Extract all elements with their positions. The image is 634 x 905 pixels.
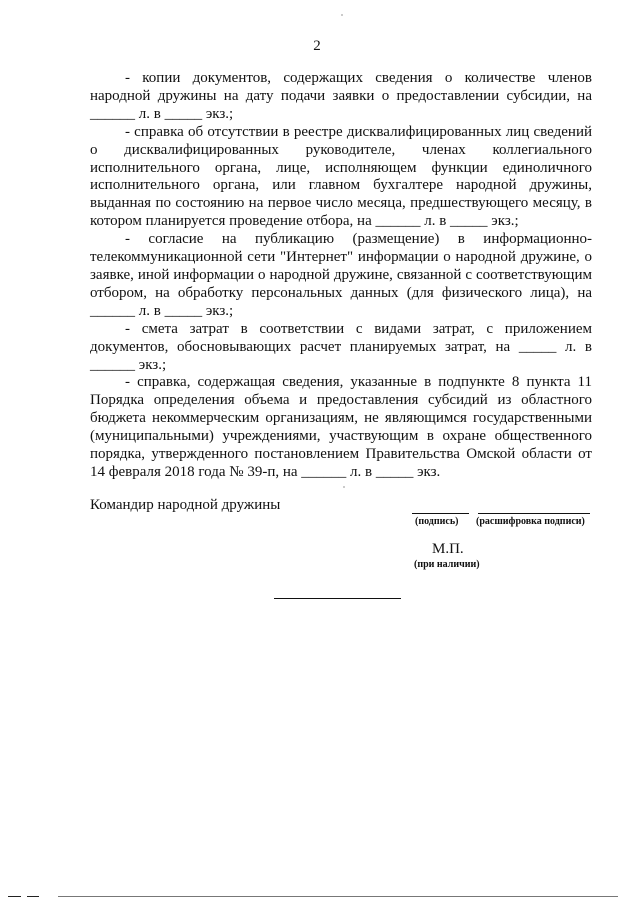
- signature-caption: (подпись): [415, 516, 459, 527]
- document-body: [90, 70, 592, 482]
- scan-edge-mark: [8, 896, 21, 897]
- commander-title: Командир народной дружины: [90, 497, 281, 513]
- list-item-copies: - копии документов, содержащих сведения о количестве членов народной дружины на дату подачи заявки о предоставлении субсидии, на ______ л. в _____ экз.;: [90, 70, 592, 122]
- scan-edge-mark: [27, 896, 39, 897]
- scan-artifact: [343, 486, 345, 488]
- list-item-disqualification-certificate: - справка об отсутствии в реестре дисквалифицированных лиц сведений о дисквалифицированных руководителе, членах коллегиального исполнительного органа, лице, исполняющем функции единоличного исполнительного органа, или главном бухгалтере народной дружины, выданная по состоянию на первое число месяца, предшествующего месяцу, в котором планируется проведение отбора, на ______ л. в _____ экз.;: [90, 123, 592, 230]
- list-item-cost-estimate: - смета затрат в соответствии с видами затрат, с приложением документов, обосновывающих расчет планируемых затрат, на _____ л. в ______ экз.;: [90, 320, 592, 373]
- scan-edge-mark: [58, 896, 618, 897]
- signature-decode-line: [478, 513, 590, 514]
- signature-decode-caption: (расшифровка подписи): [476, 516, 585, 527]
- stamp-caption: (при наличии): [414, 559, 480, 570]
- signature-line: [412, 513, 469, 514]
- list-item-information-certificate: - справка, содержащая сведения, указанные в подпункте 8 пункта 11 Порядка определения объема и предоставления субсидий из областного бюджета некоммерческим организациям, не являющимся государственными (муниципальными) учреждениями, участвующим в охране общественного порядка, утвержденного постановлением Правительства Омской области от 14 февраля 2018 года № 39-п, на ______ л. в _____ экз.: [90, 374, 592, 480]
- page-number: 2: [313, 38, 321, 54]
- scan-artifact: [341, 14, 343, 16]
- list-item-publication-consent: - согласие на публикацию (размещение) в информационно-телекоммуникационной сети "Интернет" информации о народной дружине, о заявке, иной информации о народной дружине, связанной с соответствующим отбором, на обработку персональных данных (для физического лица), на ______ л. в _____ экз.;: [90, 231, 592, 319]
- stamp-label: М.П.: [432, 541, 464, 557]
- end-of-document-line: [274, 598, 401, 599]
- signature-block: [90, 497, 592, 587]
